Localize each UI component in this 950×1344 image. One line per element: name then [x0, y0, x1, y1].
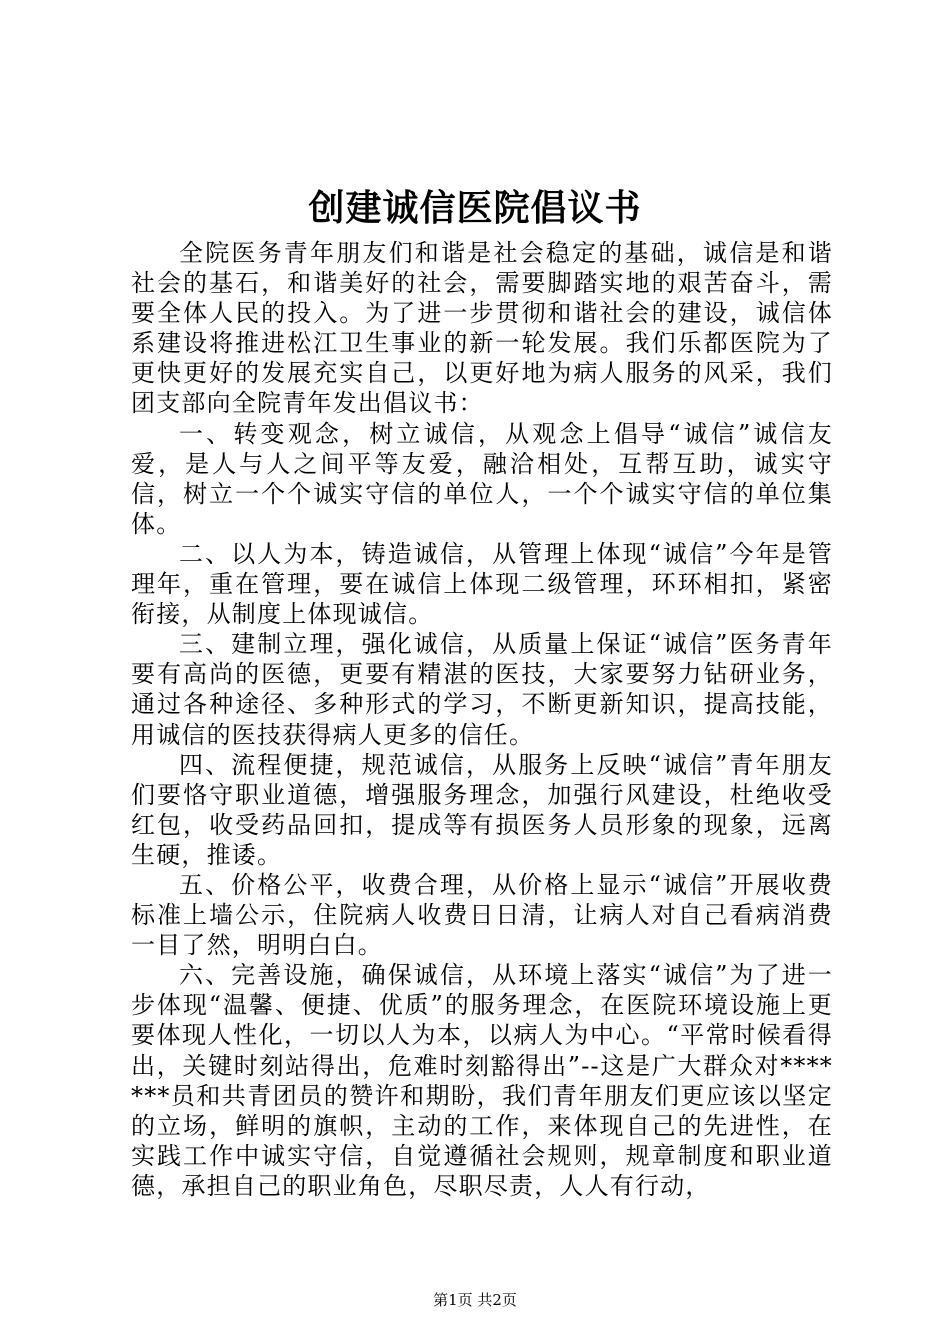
paragraph-item-4: 四、流程便捷，规范诚信，从服务上反映“诚信”青年朋友们要恪守职业道德，增强服务理念，加强行风建设，杜绝收受红包，收受药品回扣，提成等有损医务人员形象的现象，远离生硬，推诿。 — [131, 750, 833, 869]
page-number-footer: 第1页 共2页 — [433, 1291, 517, 1309]
paragraph-item-5: 五、价格公平，收费合理，从价格上显示“诚信”开展收费标准上墙公示，住院病人收费日日清，让病人对自己看病消费一目了然，明明白白。 — [131, 870, 833, 960]
paragraph-item-2: 二、以人为本，铸造诚信，从管理上体现“诚信”今年是管理年，重在管理，要在诚信上体现二级管理，环环相扣，紧密衔接，从制度上体现诚信。 — [131, 539, 833, 629]
paragraph-item-6: 六、完善设施，确保诚信，从环境上落实“诚信”为了进一步体现“温馨、便捷、优质”的服务理念，在医院环境设施上更要体现人性化，一切以人为本，以病人为中心。“平常时候看得出，关键时刻站得出，危难时刻豁得出”--这是广大群众对*******员和共青团员的赞许和期盼，我们青年朋友们更应该以坚定的立场，鲜明的旗帜，主动的工作，来体现自己的先进性，在实践工作中诚实守信，自觉遵循社会规则，规章制度和职业道德，承担自己的职业角色，尽职尽责，人人有行动， — [131, 961, 833, 1200]
paragraph-intro: 全院医务青年朋友们和谐是社会稳定的基础，诚信是和谐社会的基石，和谐美好的社会，需要脚踏实地的艰苦奋斗，需要全体人民的投入。为了进一步贯彻和谐社会的建设，诚信体系建设将推进松江卫生事业的新一轮发展。我们乐都医院为了更快更好的发展充实自己，以更好地为病人服务的风采，我们团支部向全院青年发出倡议书： — [131, 239, 833, 418]
document-title: 创建诚信医院倡议书 — [308, 187, 642, 229]
paragraph-item-1: 一、转变观念，树立诚信，从观念上倡导“诚信”诚信友爱，是人与人之间平等友爱，融洽相处，互帮互助，诚实守信，树立一个个诚实守信的单位人，一个个诚实守信的单位集体。 — [131, 419, 833, 538]
document-body — [131, 238, 833, 1201]
paragraph-item-3: 三、建制立理，强化诚信，从质量上保证“诚信”医务青年要有高尚的医德，更要有精湛的医技，大家要努力钻研业务，通过各种途径、多种形式的学习，不断更新知识，提高技能，用诚信的医技获得病人更多的信任。 — [131, 630, 833, 749]
